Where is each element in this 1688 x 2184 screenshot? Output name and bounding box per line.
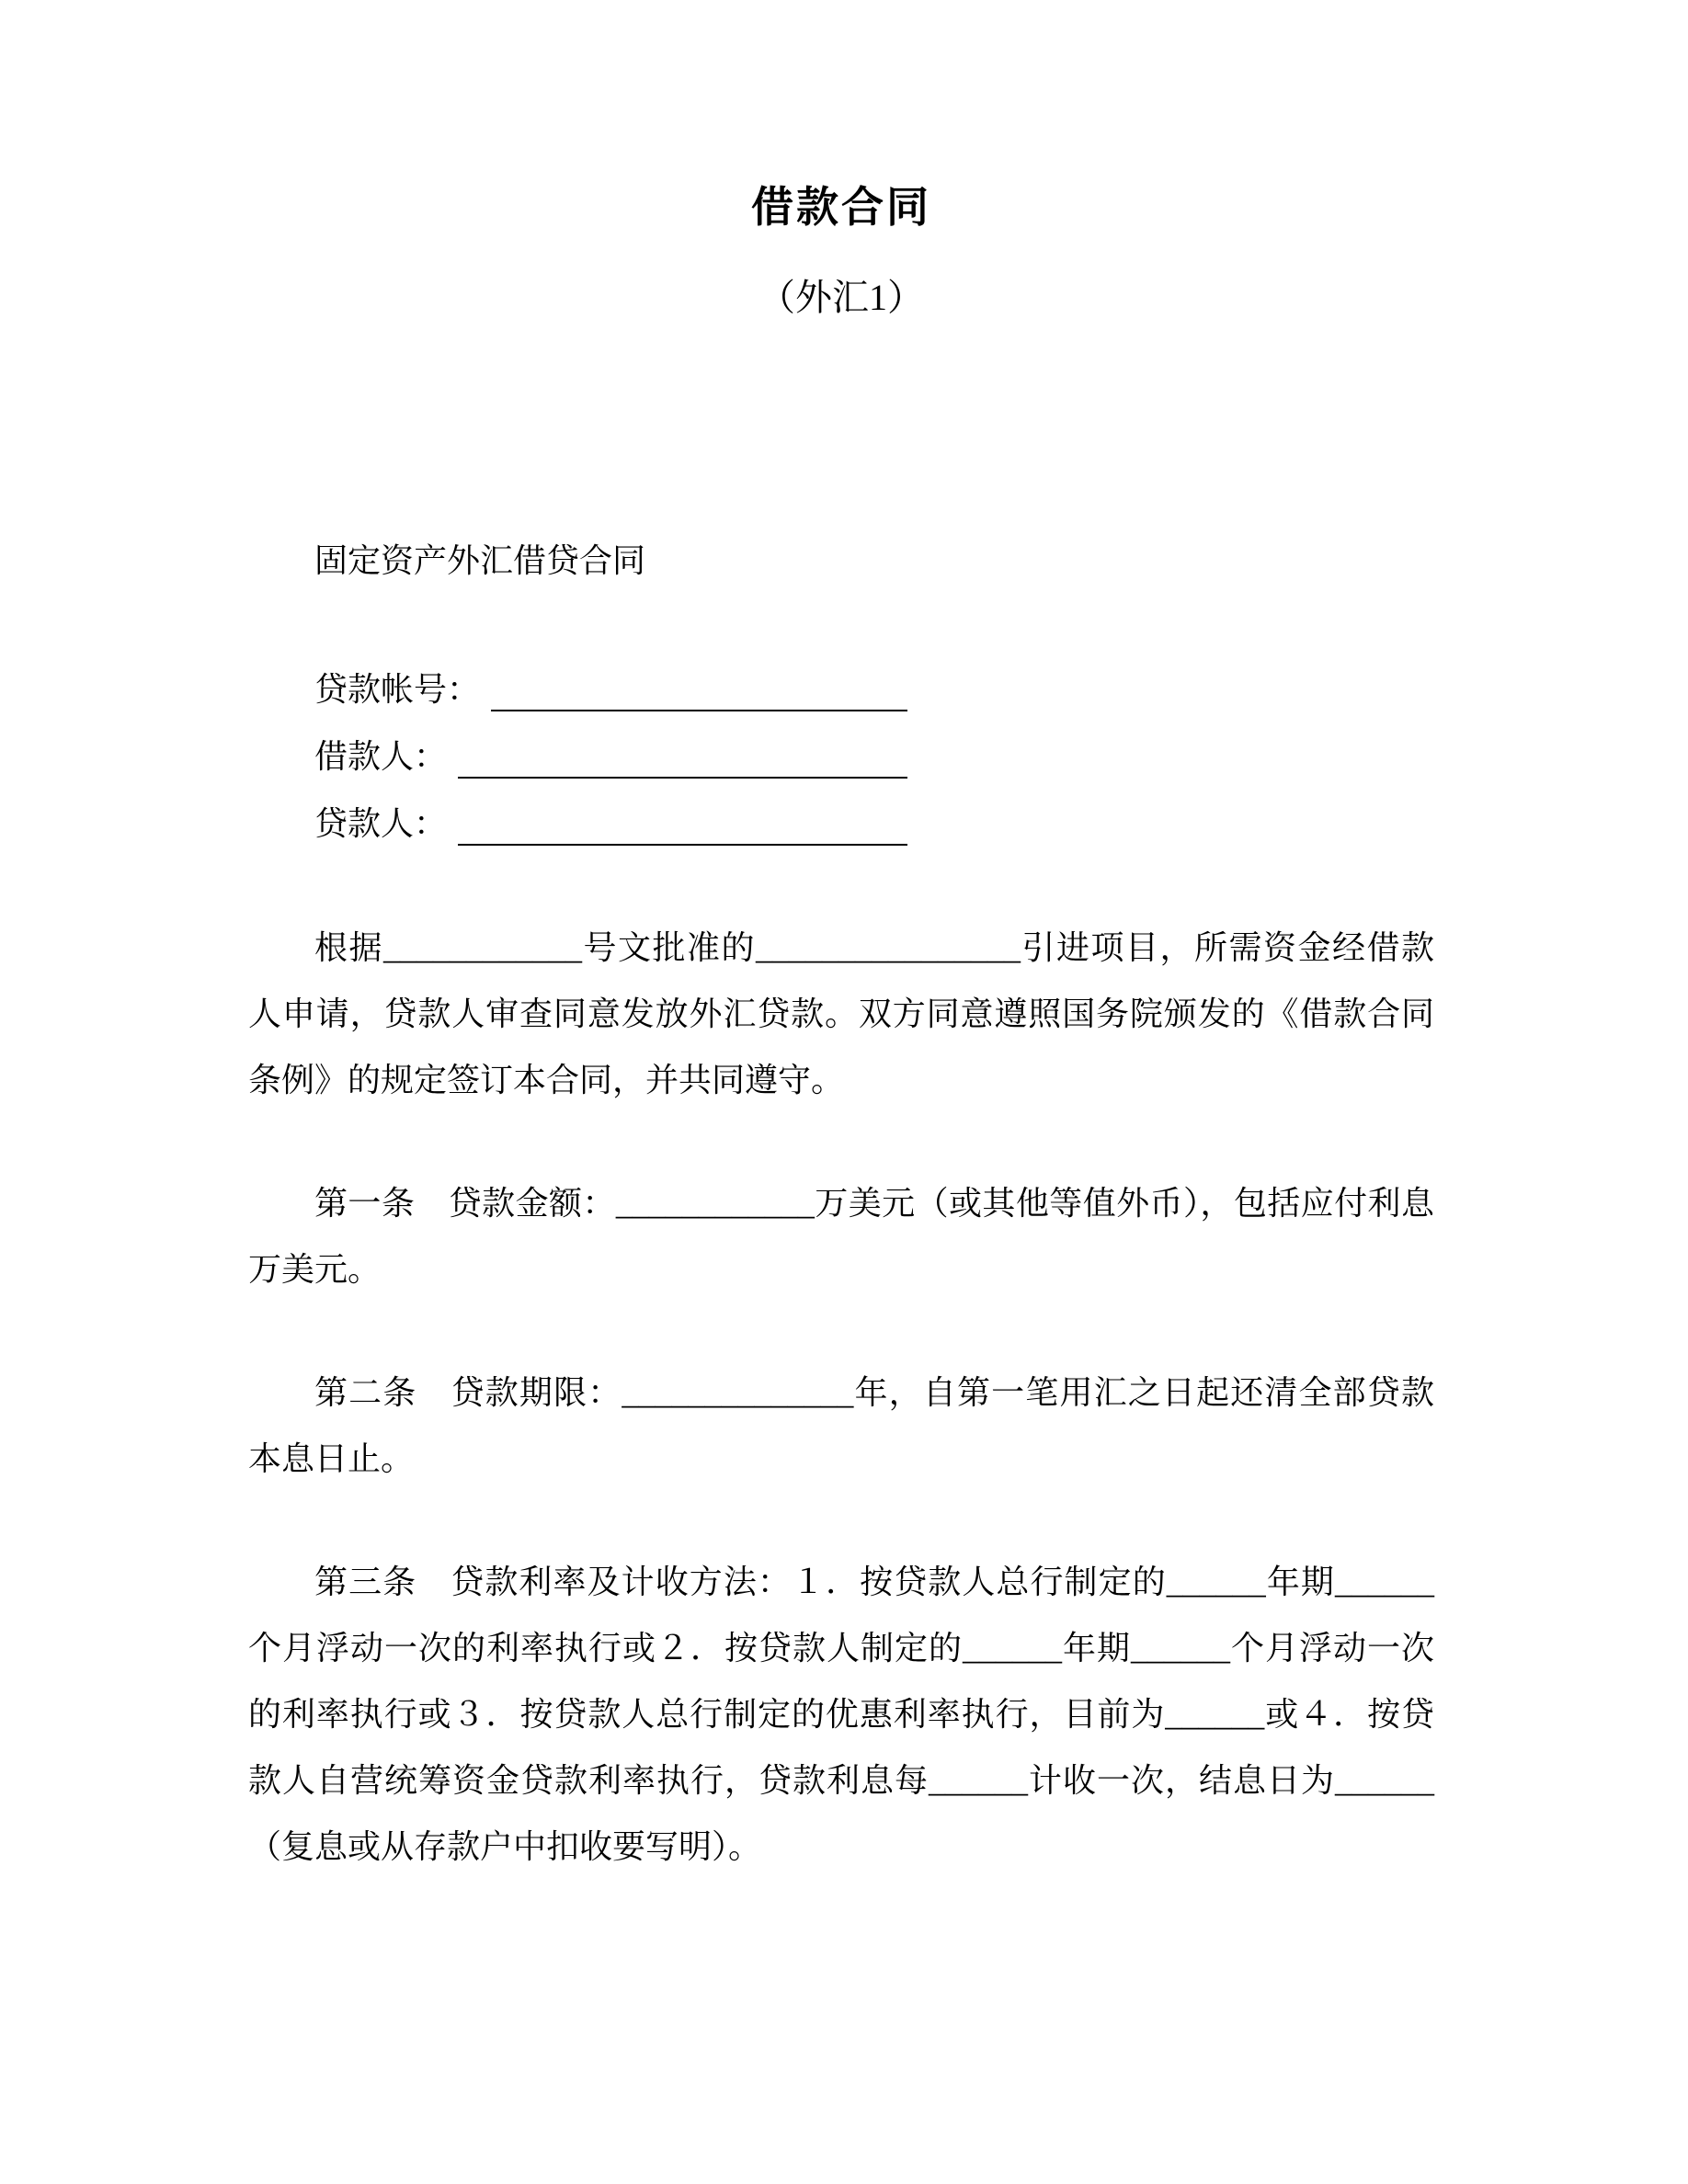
field-row-borrower (314, 723, 907, 791)
fields-section (248, 656, 1434, 858)
paragraph-article-2-loan-term: 第二条 贷款期限：______________年，自第一笔用汇之日起还清全部贷款本息日止。 (248, 1374, 1434, 1477)
field-blank-line-borrower (458, 723, 907, 779)
paragraph-preamble: 根据____________号文批准的________________引进项目，所需资金经借款人申请，贷款人审查同意发放外汇贷款。双方同意遵照国务院颁发的《借款合同条例》的规定签订本合同，并共同遵守。 (248, 929, 1434, 1098)
document-heading: 固定资产外汇借贷合同 (314, 542, 646, 579)
document-title: 借款合同 (751, 184, 931, 231)
field-row-loan-account (314, 656, 907, 723)
field-blank-line-loan-account (491, 656, 907, 711)
field-row-lender (314, 791, 907, 858)
field-blank-line-lender (458, 791, 907, 846)
field-label-borrower: 借款人： (314, 738, 448, 775)
field-label-lender: 贷款人： (314, 805, 448, 842)
field-label-loan-account: 贷款帐号： (314, 671, 481, 708)
document-subtitle: （外汇1） (758, 277, 924, 318)
paragraph-article-1-loan-amount: 第一条 贷款金额：____________万美元（或其他等值外币），包括应付利息万美元。 (248, 1185, 1434, 1288)
paragraph-article-3-interest-rate: 第三条 贷款利率及计收方法：１．按贷款人总行制定的______年期______个月浮动一次的利率执行或２．按贷款人制定的______年期______个月浮动一次的利率执行或３．按贷款人总行制定的优惠利率执行，目前为______或４．按贷款人自营统筹资金贷款利率执行，贷款利息每______计收一次，结息日为______（复息或从存款户中扣收要写明）。 (248, 1564, 1434, 1865)
